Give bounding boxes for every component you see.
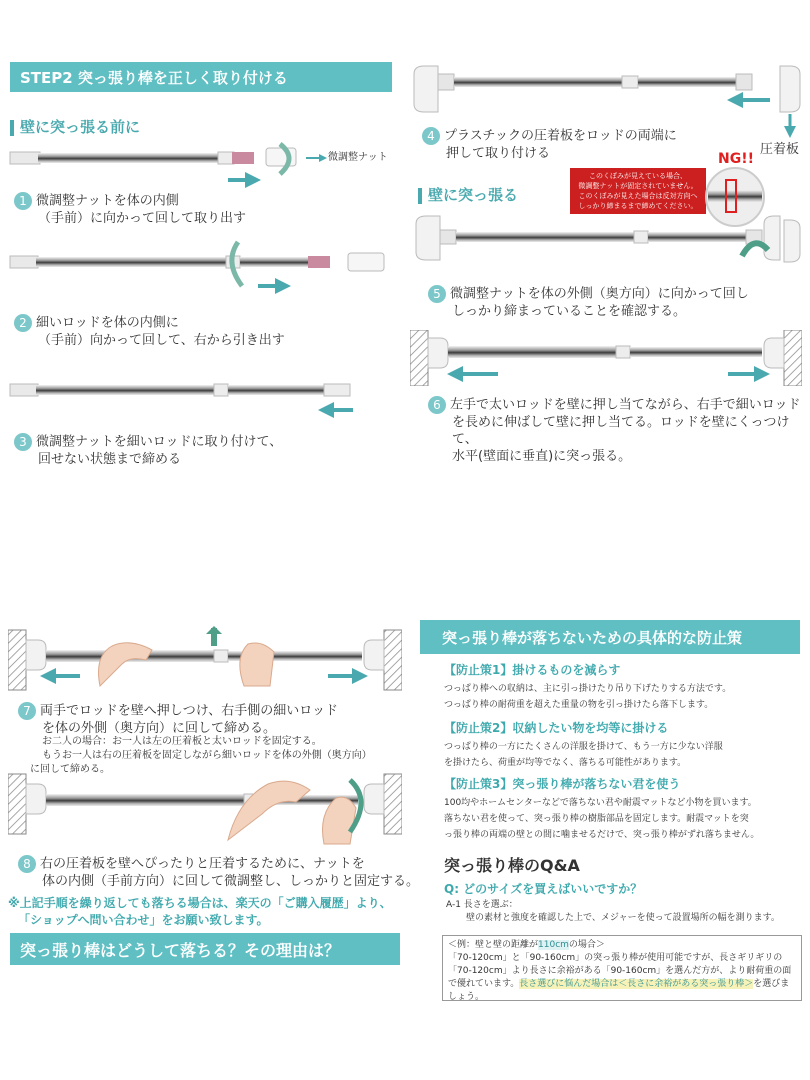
rod-hands-7 <box>8 626 402 694</box>
rod-illustration-2 <box>8 238 398 294</box>
example-line1 <box>448 939 796 952</box>
step1-line1 <box>14 192 246 210</box>
step3-text <box>14 433 282 468</box>
step3-line1 <box>14 433 282 451</box>
qa-question-1: Q: どのサイズを買えばいいですか？ <box>444 882 643 896</box>
example-distance: 110cm <box>538 940 569 950</box>
measure-3-line1: 100均やホームセンターなどで落ちない君や耐震マットなど小物を買います。 <box>444 798 757 808</box>
subhead-before <box>10 116 140 137</box>
ng-label: NG!! <box>718 151 754 167</box>
rod-illustration-1 <box>8 140 398 190</box>
example-box <box>442 935 802 1001</box>
step7-l1: 両手でロッドを壁へ押しつけ、右手側の細いロッド <box>40 703 338 719</box>
step1-text <box>14 192 246 227</box>
subhead-bar <box>10 120 14 136</box>
step1-l1: 微調整ナットを体の内側 <box>36 193 179 209</box>
measure-2-line2: を掛けたら、荷重が均等でなく、落ちる可能性があります。 <box>444 758 687 768</box>
step8-number: 8 <box>18 855 36 873</box>
step2-line2: （手前）向かって回して、右から引き出す <box>38 333 285 348</box>
example-line4 <box>448 978 796 991</box>
example-line3: 「70-120cm」より長さに余裕がある「90-160cm」を選んだ方が、より耐荷重の面 <box>448 966 792 976</box>
pad-label: 圧着板 <box>760 142 800 157</box>
step8-line1 <box>18 855 419 873</box>
step8-l1: 右の圧着板を壁へぴったりと圧着するために、ナットを <box>40 856 365 872</box>
measure-3-line2: 落ちない君を使って、突っ張り棒の樹脂部品を固定します。耐震マットを突 <box>444 814 749 824</box>
measure-3-title: 【防止策3】突っ張り棒が落ちない君を使う <box>444 777 681 791</box>
step5-line1 <box>428 285 749 303</box>
support-note-line1: ※上記手順を繰り返しても落ちる場合は、楽天の「ご購入履歴」より、 <box>8 896 392 910</box>
subhead-against-wall <box>418 184 518 205</box>
ng-line1: このくぼみが見えている場合、 <box>589 172 687 180</box>
measure-3-line3: っ張り棒の両端の壁との間に噛ませるだけで、突っ張り棒がずれ落ちません。 <box>444 830 760 840</box>
step7-line1 <box>18 702 338 720</box>
step4-text <box>422 127 677 162</box>
example-line4-a: で優れています。 <box>448 979 520 989</box>
step3-number: 3 <box>14 433 32 451</box>
prevention-banner <box>420 620 800 654</box>
example-line2: 「70-120cm」と「90-160cm」の突っ張り棒が使用可能ですが、長さギリギリの <box>448 953 783 963</box>
subhead-bar-2 <box>418 188 422 204</box>
support-note-line2: 「ショップへ問い合わせ」をお願い致します。 <box>18 913 269 927</box>
step2-line1 <box>14 314 285 332</box>
step4-l1: プラスチックの圧着板をロッドの両端に <box>444 128 677 144</box>
step4-line2: 押して取り付ける <box>446 146 551 161</box>
support-note <box>8 895 392 929</box>
why-fall-banner <box>10 933 400 965</box>
step4-number: 4 <box>422 127 440 145</box>
step5-number: 5 <box>428 285 446 303</box>
rod-illustration-5 <box>412 210 804 270</box>
measure-2-line1: つっぱり棒の一方にたくさんの洋服を掛けて、もう一方に少ない洋服 <box>444 742 723 752</box>
example-line4-c: を選びま <box>753 979 790 989</box>
step7-note2: もうお一人は右の圧着板を固定しながら細いロッドを体の外側（奥方向） <box>42 750 372 761</box>
step4-line1 <box>422 127 677 145</box>
step1-number: 1 <box>14 192 32 210</box>
qa-title: 突っ張り棒のQ&A <box>444 856 580 875</box>
qa-answer-1-body: 壁の素材と強度を確認した上で、メジャーを使って設置場所の幅を測ります。 <box>466 913 780 923</box>
step3-line2: 回せない状態まで締める <box>38 452 182 467</box>
example-recommendation: 長さ選びに悩んだ場合は＜長さに余裕がある突っ張り棒＞ <box>519 979 754 989</box>
step1-line2: （手前）に向かって回して取り出す <box>38 211 247 226</box>
step6-line3: 水平(壁面に垂直)に突っ張る。 <box>452 449 632 464</box>
example-line1-a: ＜例：壁と壁の距離が <box>448 940 539 950</box>
measure-1-line1: つっぱり棒への収納は、主に引っ掛けたり吊り下げたりする方法です。 <box>444 684 732 694</box>
step6-text <box>428 396 810 465</box>
nut-label: 微調整ナット <box>328 152 388 163</box>
rod-between-walls-6 <box>410 330 802 386</box>
step3-l1: 微調整ナットを細いロッドに取り付けて、 <box>36 434 283 450</box>
ng-line2: 微調整ナットが固定されていません。 <box>578 182 698 190</box>
measure-3 <box>444 775 759 843</box>
step7-number: 7 <box>18 702 36 720</box>
rod-illustration-3 <box>8 378 398 422</box>
step5-line2: しっかり締まっていることを確認する。 <box>452 304 687 319</box>
subhead-before-text: 壁に突っ張る前に <box>20 118 141 136</box>
step7-note1: お二人の場合：お一人は左の圧着板と太いロッドを固定する。 <box>42 736 322 747</box>
ng-warning-box <box>570 168 706 214</box>
step7-text <box>18 702 338 737</box>
step2-banner <box>10 62 392 92</box>
measure-1 <box>444 661 731 713</box>
step5-text <box>428 285 749 320</box>
example-line1-c: の場合＞ <box>568 940 605 950</box>
step6-l1: 左手で太いロッドを壁に押し当てながら、右手で細いロッド <box>450 397 801 413</box>
step2-number: 2 <box>14 314 32 332</box>
step8-text <box>18 855 419 890</box>
subhead-wall-text: 壁に突っ張る <box>428 186 519 204</box>
rod-hands-8 <box>8 770 402 846</box>
ng-line3: このくぼみが見えた場合は反対方向へ <box>578 192 698 200</box>
step2-text <box>14 314 285 349</box>
prevention-banner-text: 突っ張り棒が落ちないための具体的な防止策 <box>442 628 743 647</box>
measure-1-line2: つっぱり棒の耐荷重を超えた重量の物を引っ掛けたら落下します。 <box>444 700 714 710</box>
measure-1-title: 【防止策1】掛けるものを減らす <box>444 663 621 677</box>
why-fall-banner-text: 突っ張り棒はどうして落ちる？その理由は？ <box>20 940 341 960</box>
step8-line2: 体の内側（手前方向）に回して微調整し、しっかりと固定する。 <box>42 874 420 889</box>
ng-line4: しっかり締まるまで締めてください。 <box>578 202 698 210</box>
step7-note3: に回して締める。 <box>30 764 110 775</box>
step2-banner-text: STEP2 突っ張り棒を正しく取り付ける <box>20 68 288 87</box>
step6-line2: を長めに伸ばして壁に押し当てる。ロッドを壁にくっつけて、 <box>452 415 790 447</box>
example-line5: しょう。 <box>448 992 485 1001</box>
step6-line1 <box>428 396 810 414</box>
step5-l1: 微調整ナットを体の外側（奥方向）に向かって回し <box>450 286 749 302</box>
measure-2 <box>444 719 723 771</box>
qa-answer-1-head: A-1 長さを選ぶ： <box>446 900 518 910</box>
step2-l1: 細いロッドを体の内側に <box>36 315 179 331</box>
step6-number: 6 <box>428 396 446 414</box>
step7-line2: を体の外側（奥方向）に回して締める。 <box>42 721 277 736</box>
measure-2-title: 【防止策2】収納したい物を均等に掛ける <box>444 721 669 735</box>
